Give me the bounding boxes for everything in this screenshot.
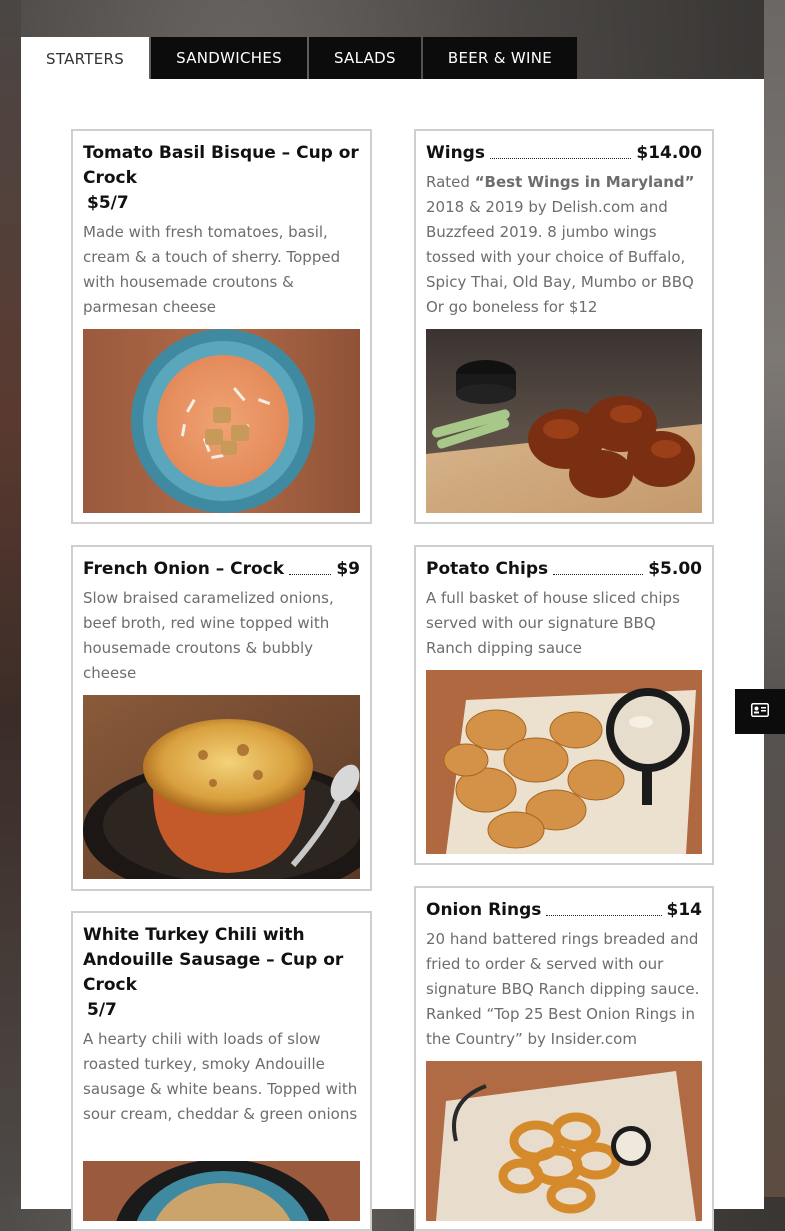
id-card-icon: [751, 702, 769, 721]
tab-salads[interactable]: SALADS: [309, 37, 421, 79]
tab-sandwiches[interactable]: SANDWICHES: [151, 37, 307, 79]
item-name: Tomato Basil Bisque – Cup or Crock: [83, 143, 359, 188]
item-name: Wings: [426, 143, 485, 163]
item-title: [426, 141, 702, 166]
dotted-leader: [289, 573, 331, 575]
item-price: $9: [336, 559, 360, 579]
dotted-leader: [490, 157, 631, 159]
desc-rest: 2018 & 2019 by Delish.com and Buzzfeed 2019. 8 jumbo wings tossed with your choice of Buffalo, Spicy Thai, Old Bay, Mumbo or BBQ Or go boneless for $12: [426, 198, 694, 316]
item-title: [83, 141, 360, 216]
menu-panel: [21, 79, 764, 1209]
wings-photo: [426, 329, 702, 513]
item-title: [83, 557, 360, 582]
item-name: French Onion – Crock: [83, 559, 285, 579]
item-price: 5/7: [87, 1000, 117, 1020]
menu-item-wings: [414, 129, 714, 524]
menu-item-turkey-chili: [71, 911, 372, 1231]
item-description: A full basket of house sliced chips served with our signature BBQ Ranch dipping sauce: [426, 589, 680, 657]
item-price: $14.00: [636, 143, 702, 163]
tomato-bisque-photo: [83, 329, 360, 513]
item-description: 20 hand battered rings breaded and fried to order & served with our signature BBQ Ranch dipping sauce. Ranked “Top 25 Best Onion Rings in the Country” by Insider.com: [426, 930, 700, 1048]
background-left: [0, 0, 21, 1197]
item-description: A hearty chili with loads of slow roasted turkey, smoky Andouille sausage & white beans. Topped with sour cream, cheddar & green onions: [83, 1030, 358, 1123]
item-price: $5/7: [87, 193, 129, 213]
onion-rings-photo: [426, 1061, 702, 1221]
background-right: [764, 0, 785, 1197]
desc-highlight: “Best Wings in Maryland”: [474, 173, 695, 191]
menu-item-potato-chips: [414, 545, 714, 865]
desc-prefix: Rated: [426, 173, 475, 191]
item-description: Made with fresh tomatoes, basil, cream & a touch of sherry. Topped with housemade croutons & parmesan cheese: [83, 223, 341, 316]
item-name: Onion Rings: [426, 900, 542, 920]
menu-item-onion-rings: [414, 886, 714, 1231]
potato-chips-photo: [426, 670, 702, 854]
menu-item-tomato-bisque: [71, 129, 372, 524]
dotted-leader: [546, 914, 661, 916]
item-description: [426, 170, 702, 320]
item-name: White Turkey Chili with Andouille Sausage – Cup or Crock: [83, 925, 344, 995]
item-price: $5.00: [648, 559, 702, 579]
item-title: [426, 898, 702, 923]
item-description: Slow braised caramelized onions, beef broth, red wine topped with housemade croutons & bubbly cheese: [83, 589, 334, 682]
menu-item-french-onion: [71, 545, 372, 891]
side-contact-button[interactable]: [735, 689, 785, 734]
dotted-leader: [553, 573, 643, 575]
turkey-chili-photo: [83, 1161, 360, 1221]
item-name: Potato Chips: [426, 559, 549, 579]
tab-starters[interactable]: STARTERS: [21, 37, 149, 80]
item-price: $14: [666, 900, 702, 920]
tab-beer-wine[interactable]: BEER & WINE: [423, 37, 577, 79]
item-title: [426, 557, 702, 582]
french-onion-photo: [83, 695, 360, 879]
item-title: [83, 923, 360, 1023]
menu-tabs: [21, 37, 579, 79]
